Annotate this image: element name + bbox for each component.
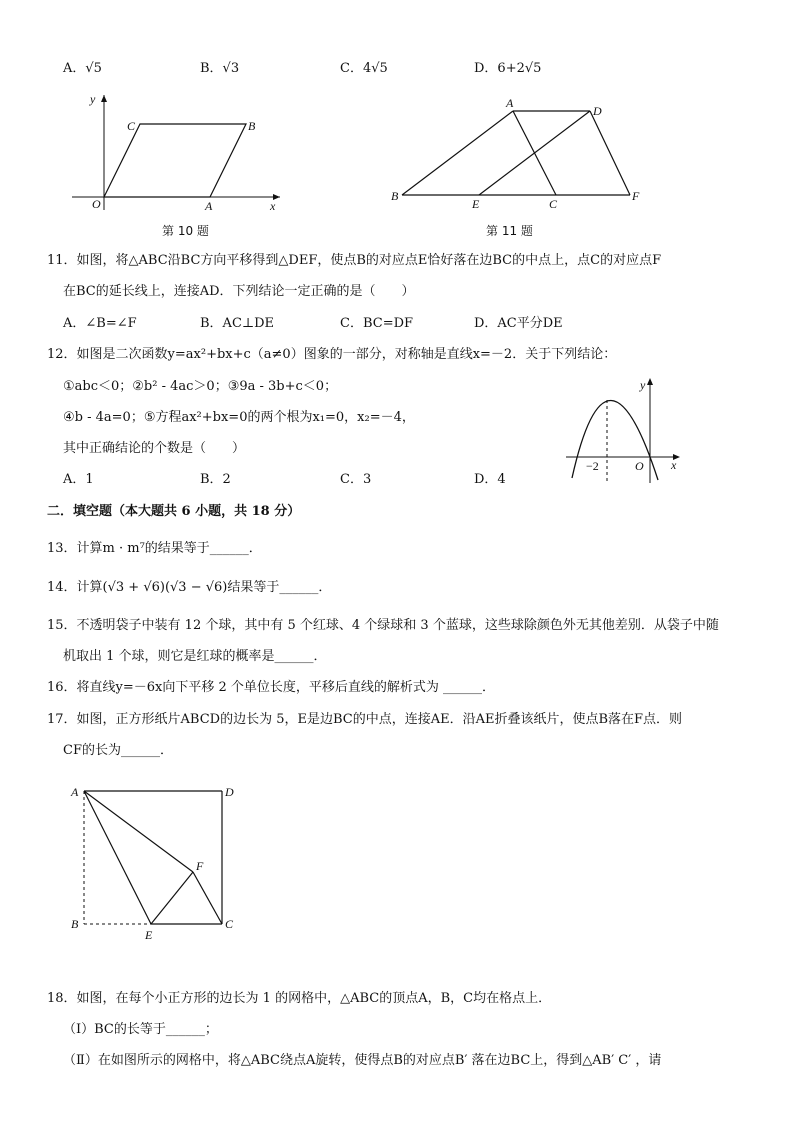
q10-option-c: C．4√5: [340, 61, 388, 76]
q14-text: 14．计算(√3 + √6)(√3 − √6)结果等于______．: [47, 580, 332, 595]
q11-line2: 在BC的延长线上，连接AD．下列结论一定正确的是（ ）: [63, 284, 415, 299]
q17-line1: 17．如图，正方形纸片ABCD的边长为 5，E是边BC的中点，连接AE．沿AE折叠该纸片，使点B落在F点．则: [47, 712, 683, 727]
fig17-label-d: D: [225, 785, 234, 799]
q11-line1: 11．如图，将△ABC沿BC方向平移得到△DEF，使点B的对应点E恰好落在边BC的中点上，点C的对应点F: [47, 253, 662, 268]
fig10-label-x: x: [270, 199, 276, 213]
fig11-label-d: D: [593, 104, 602, 118]
q18-line1: 18．如图，在每个小正方形的边长为 1 的网格中，△ABC的顶点A，B，C均在格点上．: [47, 991, 552, 1006]
fig11-label-e: E: [472, 197, 480, 211]
fig11-label-b: B: [391, 189, 399, 203]
section2-title: 二．填空题（本大题共 6 小题，共 18 分）: [47, 504, 301, 519]
q12-line1: 12．如图是二次函数y=ax²+bx+c（a≠0）图象的一部分，对称轴是直线x=－2．关于下列结论：: [47, 347, 617, 362]
q18-line2: （Ⅰ）BC的长等于______；: [63, 1022, 218, 1037]
fig17-label-c: C: [225, 917, 234, 931]
fig12-label-y: y: [640, 378, 646, 392]
fig11-label-a: A: [506, 96, 514, 110]
fig10-label-b: B: [248, 119, 256, 133]
q12-line2: ①abc＜0；②b² - 4ac＞0；③9a - 3b+c＜0；: [63, 379, 338, 394]
q11-option-c: C．BC=DF: [340, 316, 414, 331]
q11-option-a: A．∠B=∠F: [63, 316, 137, 331]
fig11-caption: 第 11 题: [486, 224, 533, 238]
q10-option-b: B．√3: [200, 61, 240, 76]
fig10-label-a: A: [205, 199, 213, 213]
fig10-label-o: O: [92, 197, 101, 211]
q12-option-a: A．1: [63, 472, 94, 487]
q18-line3: （Ⅱ）在如图所示的网格中，将△ABC绕点A旋转，使得点B的对应点B′ 落在边BC上，得到△AB′ C′ ，请: [63, 1053, 662, 1068]
q12-option-b: B．2: [200, 472, 231, 487]
fig10-label-c: C: [127, 119, 136, 133]
fig17-label-e: E: [145, 928, 153, 942]
fig12-label-x: x: [671, 458, 677, 472]
q16-text: 16．将直线y=－6x向下平移 2 个单位长度，平移后直线的解析式为 ______．: [47, 680, 496, 695]
fig10-label-y: y: [90, 92, 96, 106]
fig12-label-o: O: [635, 459, 644, 473]
fig11-label-c: C: [549, 197, 558, 211]
q17-line2: CF的长为______．: [63, 743, 173, 758]
fig17-label-f: F: [196, 859, 204, 873]
q12-line3: ④b - 4a=0；⑤方程ax²+bx=0的两个根为x₁=0，x₂=－4，: [63, 410, 415, 425]
q12-option-d: D．4: [474, 472, 506, 487]
fig10-caption: 第 10 题: [162, 224, 209, 238]
q13-text: 13．计算m · m⁷的结果等于______．: [47, 541, 262, 556]
fig17-label-a: A: [71, 785, 79, 799]
fig17-label-b: B: [71, 917, 79, 931]
fig12-label-minus2: −2: [586, 459, 599, 473]
q12-option-c: C．3: [340, 472, 372, 487]
fig11-label-f: F: [632, 189, 640, 203]
q11-option-b: B．AC⊥DE: [200, 316, 275, 331]
q15-line2: 机取出 1 个球，则它是红球的概率是______．: [63, 649, 327, 664]
q12-line4: 其中正确结论的个数是（ ）: [63, 441, 246, 456]
q15-line1: 15．不透明袋子中装有 12 个球，其中有 5 个红球、4 个绿球和 3 个蓝球，这些球除颜色外无其他差别．从袋子中随: [47, 618, 719, 633]
q11-option-d: D．AC平分DE: [474, 316, 563, 331]
q10-option-d: D．6+2√5: [474, 61, 542, 76]
q10-option-a: A．√5: [63, 61, 102, 76]
